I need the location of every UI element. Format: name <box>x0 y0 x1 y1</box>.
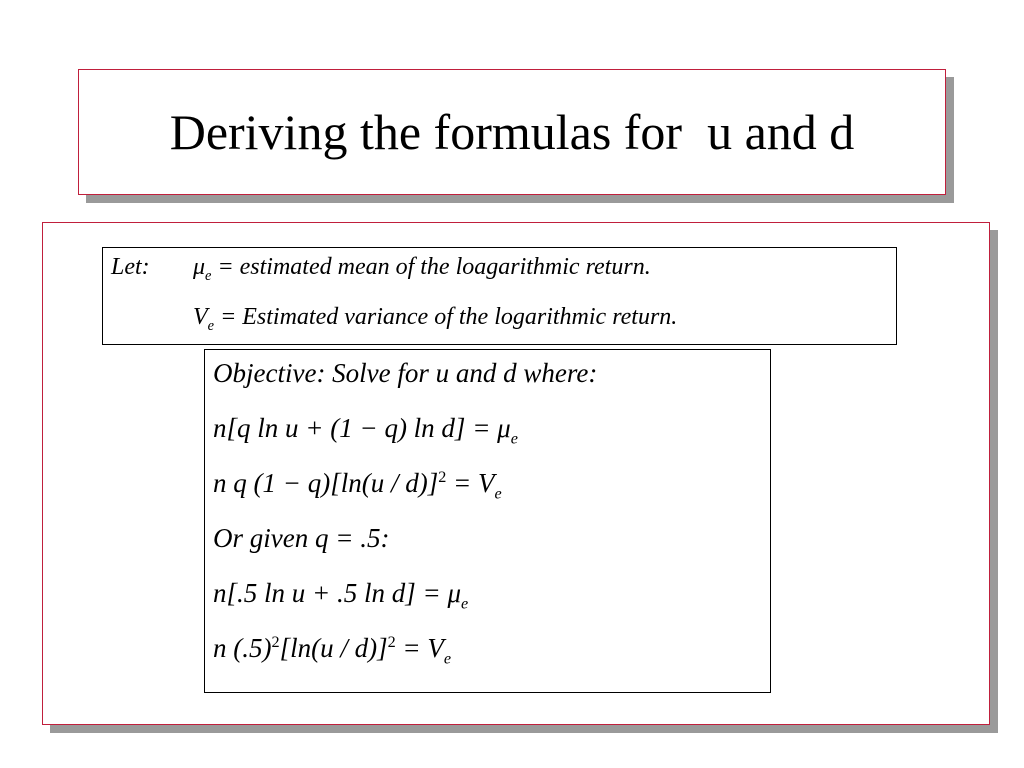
objective-line-6: n $(.5)^2[\ln(u / d)]^2 = V_e$ <box>213 633 452 668</box>
objective-line-2: n[q ln u + (1 − q) $\ln d] = \mu_e$ <box>213 413 518 448</box>
objective-line-5: n[.5 ln u + .5 $\ln d] = \mu_e$ <box>213 578 469 613</box>
definitions-box <box>102 247 897 345</box>
objective-line-1: Objective: Solve for u and d where: <box>213 358 598 388</box>
content-box <box>42 222 990 725</box>
objective-line-4: Or given q = .5: <box>213 523 390 553</box>
definition-mean-text: = estimated mean of the loagarithmic return. <box>217 254 651 280</box>
v-subscript: e <box>207 317 215 334</box>
definition-variance-text: = Estimated variance of the logarithmic return. <box>220 304 678 330</box>
objective-line-3: n q $(1 - q)[\ln(u / d)]^2 = V_e$ <box>213 468 502 503</box>
slide-title: Deriving the formulas for u and d <box>169 104 855 160</box>
let-label: Let: <box>111 254 150 280</box>
objective-box <box>204 349 771 693</box>
definition-mean <box>111 254 651 285</box>
mu-symbol: μ <box>193 254 206 280</box>
v-symbol: V <box>193 304 208 330</box>
title-box <box>78 69 946 195</box>
definition-variance <box>111 304 677 335</box>
mu-subscript: e <box>205 267 212 284</box>
